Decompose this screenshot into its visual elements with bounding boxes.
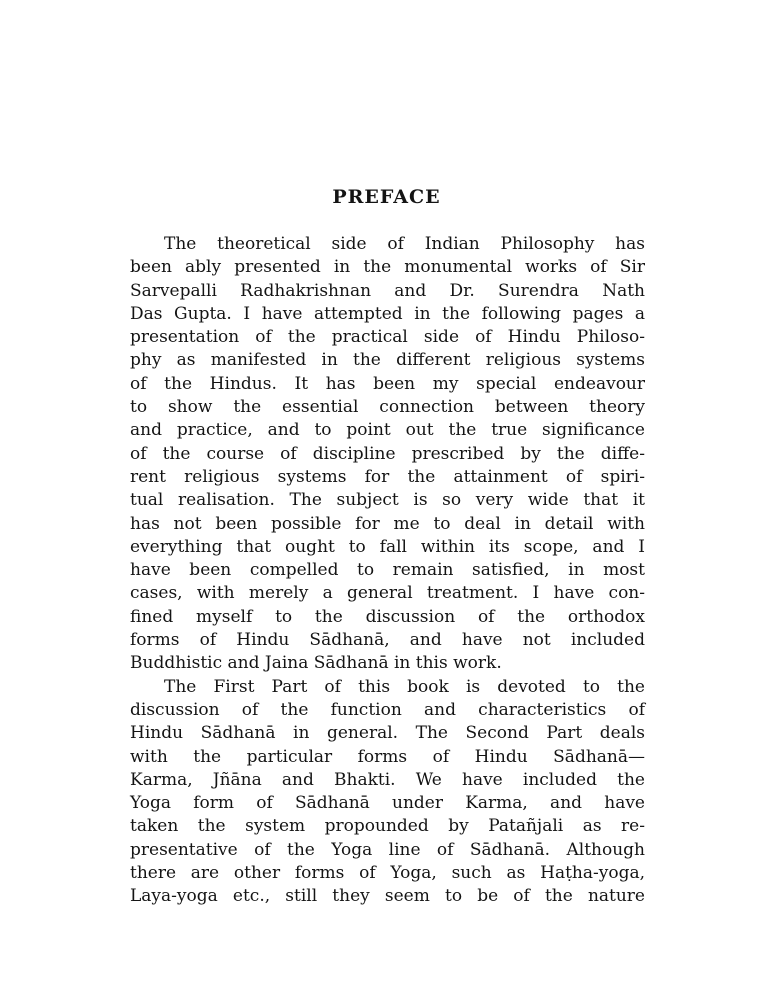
text-line: of the Hindus. It has been my special endeavour [130, 373, 645, 394]
text-line: tual realisation. The subject is so very wide that it [130, 490, 645, 511]
text-line: has not been possible for me to deal in detail with [130, 513, 645, 534]
text-line: Das Gupta. I have attempted in the following pages a [130, 303, 645, 324]
text-line: Buddhistic and Jaina Sādhanā in this work. [130, 653, 502, 674]
text-line: to show the essential connection between theory [130, 397, 645, 418]
text-line: rent religious systems for the attainment of spiri- [130, 466, 645, 487]
text-line: phy as manifested in the different religious systems [130, 350, 645, 371]
text-line: forms of Hindu Sādhanā, and have not included [130, 630, 645, 651]
text-line: with the particular forms of Hindu Sādhanā— [130, 746, 645, 767]
text-line: of the course of discipline prescribed by the diffe- [130, 443, 645, 464]
text-line: Sarvepalli Radhakrishnan and Dr. Surendra Nath [130, 280, 645, 301]
text-line: discussion of the function and characteristics of [130, 699, 645, 720]
text-line: Laya-yoga etc., still they seem to be of the nature [130, 886, 645, 907]
text-line: been ably presented in the monumental works of Sir [130, 257, 645, 278]
text-line: Hindu Sādhanā in general. The Second Part deals [130, 723, 645, 744]
text-line: everything that ought to fall within its scope, and I [130, 536, 645, 557]
text-line: presentative of the Yoga line of Sādhanā. Although [130, 839, 645, 860]
page-title: PREFACE [332, 186, 441, 208]
text-line: and practice, and to point out the true significance [130, 420, 645, 441]
preface-body [130, 233, 645, 909]
text-line: fined myself to the discussion of the orthodox [130, 606, 645, 627]
text-line: presentation of the practical side of Hindu Philoso- [130, 327, 645, 348]
text-line: taken the system propounded by Patañjali as re- [130, 816, 645, 837]
text-line: have been compelled to remain satisfied, in most [130, 560, 645, 581]
text-line: cases, with merely a general treatment. I have con- [130, 583, 645, 604]
text-line: there are other forms of Yoga, such as Haṭha-yoga, [130, 863, 645, 884]
text-line: The First Part of this book is devoted to the [164, 676, 645, 697]
text-line: Yoga form of Sādhanā under Karma, and have [130, 793, 645, 814]
text-line: The theoretical side of Indian Philosophy has [164, 234, 645, 254]
text-line: Karma, Jñāna and Bhakti. We have included the [130, 769, 645, 790]
